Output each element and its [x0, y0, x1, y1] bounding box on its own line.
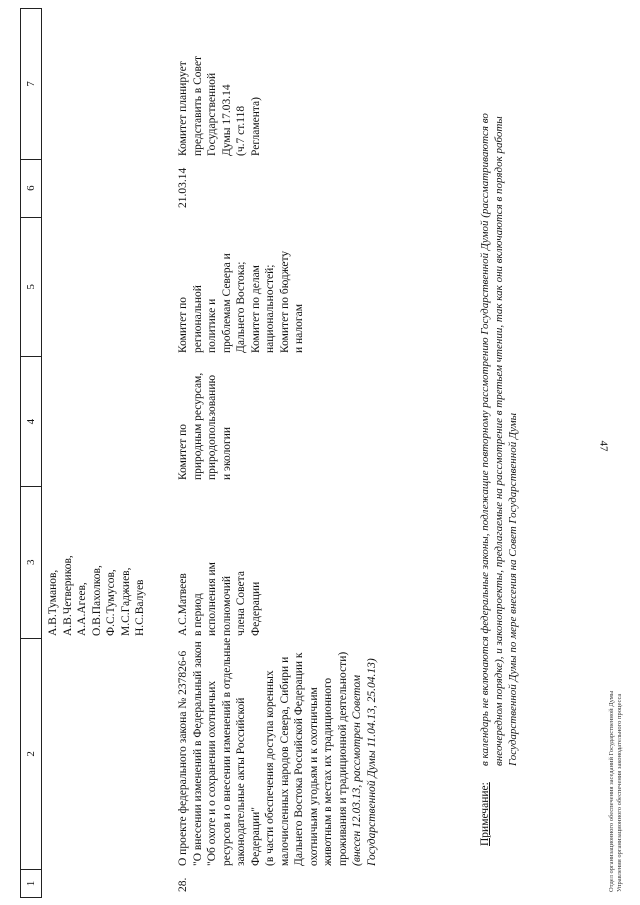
- footer-line: Управления организационного обеспечения законодательного процесса: [616, 693, 623, 892]
- committee-line: региональной: [191, 285, 204, 353]
- author-line: Н.С.Валуев: [134, 579, 146, 636]
- page-number: 47: [597, 440, 610, 452]
- committee-line: политике и: [206, 298, 218, 353]
- bill-line: "О внесении изменений в Федеральный закон: [191, 641, 204, 866]
- deadline-date: 21.03.14: [177, 167, 189, 208]
- header-col-2: 2: [21, 638, 41, 869]
- note-label: Примечание:: [479, 782, 491, 846]
- committee-line: и налогам: [293, 304, 305, 353]
- remark-line: Государственной: [206, 72, 218, 156]
- bill-line: малочисленных народов Севера, Сибири и: [278, 656, 291, 866]
- row-number: 28.: [177, 877, 189, 892]
- header-col-7: 7: [25, 81, 37, 87]
- header-col-5: 5: [21, 217, 41, 357]
- bill-status-line: (внесен 12.03.13, рассмотрен Советом: [351, 674, 363, 866]
- footer-line: Отдел организационного обеспечения заседаний Государственной Думы: [608, 690, 615, 892]
- author-line: А.А.Агеев,: [76, 582, 88, 636]
- note-text: [478, 6, 520, 766]
- author-line: А.С.Матвеев: [177, 573, 189, 636]
- committee-line: природным ресурсам,: [191, 372, 204, 480]
- note-line: внеочередном порядке), и законопроекты, предлагаемые на рассмотрение в третьем чтении, так как они включаются в порядок работы: [493, 116, 505, 766]
- co-committees: [176, 228, 307, 353]
- bill-line: О проекте федерального закона № 237826-6: [177, 650, 189, 866]
- author-line: О.В.Пахолков,: [90, 565, 103, 636]
- bill-line: Дальнего Востока Российской Федерации к: [293, 652, 305, 866]
- bill-author: [176, 526, 263, 636]
- header-col-6: 6: [21, 159, 41, 217]
- bill-status-line: Государственной Думы 11.04.13, 25.04.13): [365, 658, 378, 866]
- author-line: полномочий: [220, 576, 233, 636]
- calendar-sheet: [8, 8, 628, 898]
- bill-line: "Об охоте и о сохранении охотничьих: [206, 680, 218, 866]
- remark-line: Комитет планирует: [177, 61, 189, 156]
- author-line: Федерации: [249, 581, 262, 636]
- author-line: члена Совета: [235, 571, 247, 636]
- committee-line: Комитет по: [177, 297, 189, 353]
- author-line: в период: [191, 593, 204, 636]
- footer-department: [608, 691, 624, 892]
- committee-line: проблемам Севера и: [220, 253, 233, 353]
- remark-line: Думы 17.03.14: [220, 84, 233, 156]
- header-col-4: 4: [21, 356, 41, 486]
- bill-line: охотничьим угодьям и к охотничьим: [307, 687, 320, 866]
- table-header: [20, 8, 42, 898]
- bill-line: животным в местах их традиционного: [322, 677, 334, 866]
- bill-line: ресурсов и о внесении изменений в отдельные: [220, 637, 233, 866]
- committee-line: и экологии: [220, 426, 233, 480]
- bill-line: проживания и традиционной деятельности): [336, 651, 349, 866]
- header-col-3: 3: [21, 486, 41, 638]
- bill-line: законодательные акты Российской: [235, 697, 247, 866]
- committee-line: Комитет по делам: [249, 265, 262, 353]
- author-line: А.В.Четвериков,: [61, 555, 74, 636]
- bill-line: Федерации": [249, 806, 262, 866]
- author-line: Ф.С.Тумусов,: [105, 569, 117, 636]
- committee-line: национальностей;: [264, 264, 276, 353]
- committee-line: Комитет по бюджету: [278, 250, 291, 353]
- header-col-1: 1: [21, 869, 41, 897]
- committee-line: Комитет по: [177, 424, 189, 480]
- author-line: М.С.Гаджиев,: [119, 567, 132, 636]
- remark-line: (ч.7 ст.118: [235, 105, 247, 156]
- bill-title: [176, 620, 379, 866]
- responsible-committee: [176, 362, 234, 480]
- note-line: в календарь не включаются федеральные законы, подлежащие повторному рассмотрению Государственной Думой (рассматриваются во: [479, 113, 491, 766]
- prev-row-authors: [46, 526, 148, 636]
- remark-line: Регламента): [249, 97, 262, 156]
- note-line: Государственной Думы по мере внесения на Совет Государственной Думы: [507, 412, 519, 766]
- bill-line: (в части обеспечения доступа коренных: [264, 670, 276, 866]
- committee-line: природопользованию: [206, 374, 218, 480]
- committee-remark: [176, 16, 263, 156]
- remark-line: представить в Совет: [191, 55, 204, 156]
- committee-line: Дальнего Востока;: [235, 261, 247, 353]
- author-line: исполнения им: [206, 562, 218, 636]
- author-line: А.В.Туманов,: [47, 569, 59, 636]
